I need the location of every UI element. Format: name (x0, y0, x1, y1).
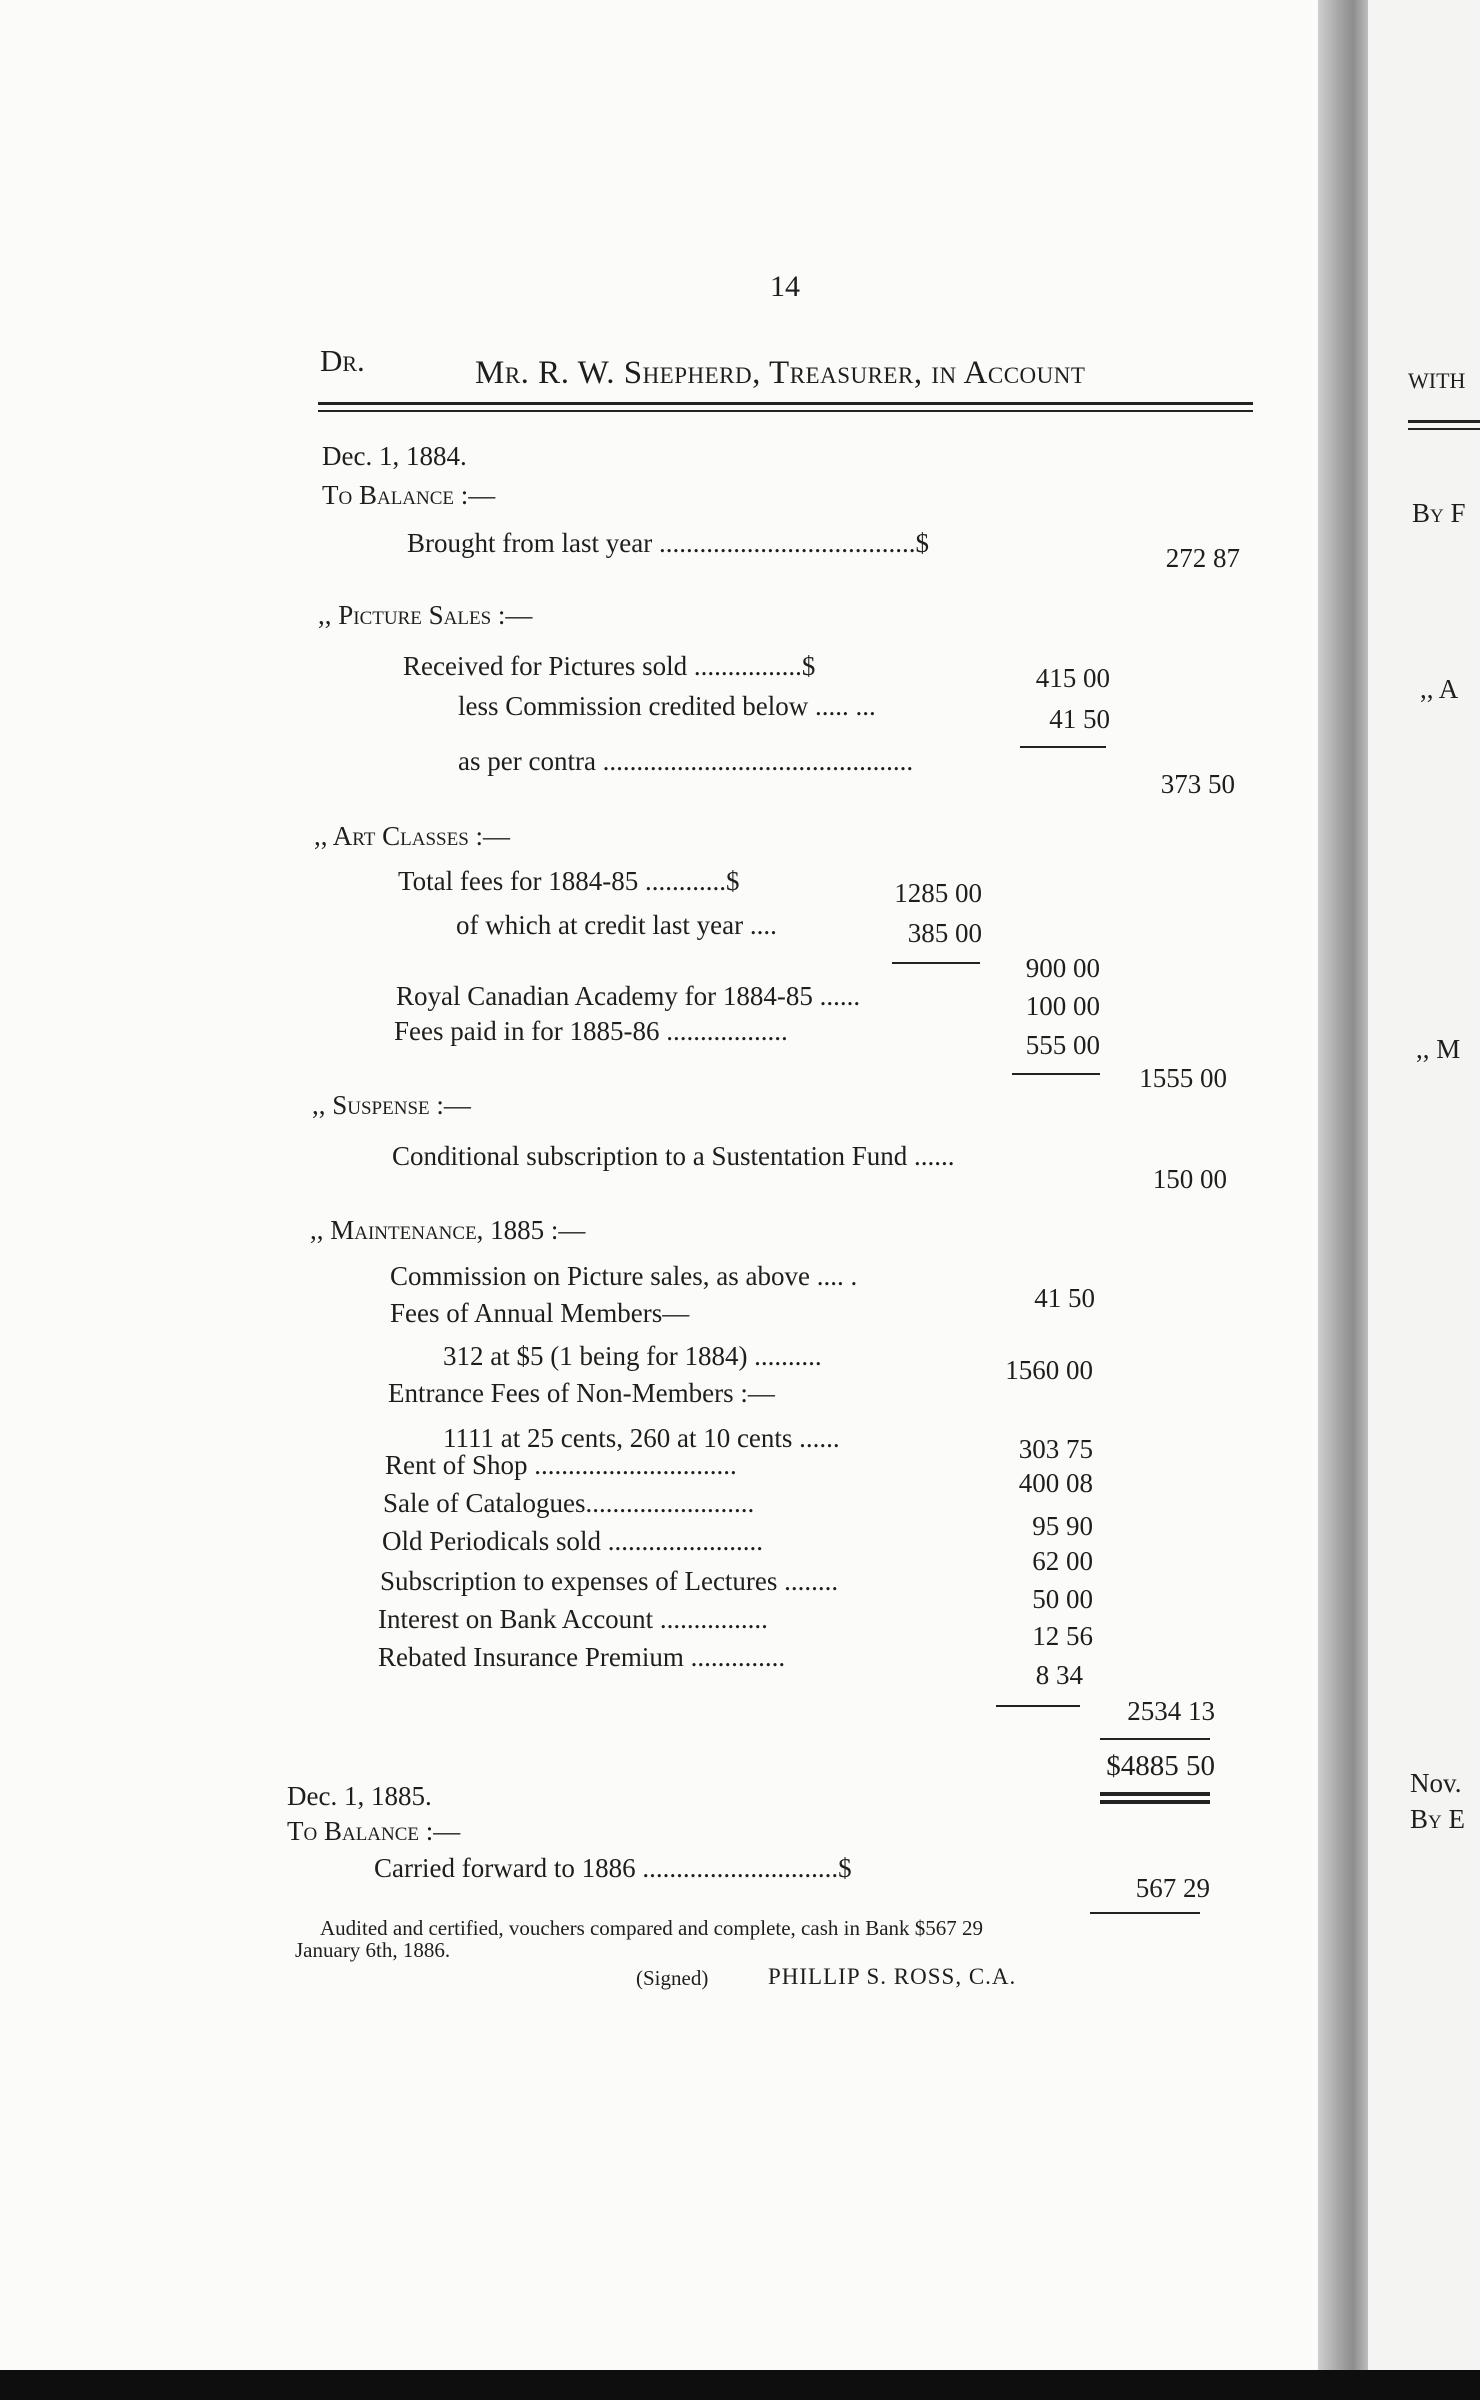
art-rca-label: Royal Canadian Academy for 1884-85 ...... (396, 981, 861, 1011)
art-total-amount: 1285 00 (894, 878, 982, 908)
art-total-rule (1012, 1073, 1100, 1075)
picture-contra-label: as per contra .............................................. (458, 746, 914, 776)
art-classes-heading: ,, Art Classes :— (314, 821, 511, 851)
header-rule-top (318, 402, 1253, 405)
picture-received-label: Received for Pictures sold ................$ (403, 651, 816, 681)
maintenance-item-amount: 62 00 (1032, 1546, 1093, 1576)
opening-heading: To Balance :— (322, 480, 496, 510)
maintenance-item-label: Subscription to expenses of Lectures ........ (380, 1566, 839, 1596)
maintenance-section-total: 2534 13 (1127, 1696, 1215, 1726)
grand-total-rule (1100, 1738, 1210, 1740)
suspense-line-label: Conditional subscription to a Sustentation Fund ...... (392, 1141, 955, 1171)
opening-line-label: Brought from last year ......................................$ (407, 528, 929, 558)
closing-rule (1090, 1912, 1200, 1914)
facing-header: with (1408, 360, 1466, 395)
maintenance-item-amount: 12 56 (1032, 1621, 1093, 1651)
picture-sales-heading: ,, Picture Sales :— (318, 600, 533, 630)
grand-total: $4885 50 (1106, 1750, 1215, 1782)
maintenance-item-label: Old Periodicals sold ....................... (382, 1526, 763, 1556)
maintenance-item-amount: 50 00 (1032, 1584, 1093, 1614)
facing-header-rule-2 (1408, 428, 1480, 430)
maintenance-item-label: Rent of Shop .............................. (385, 1450, 737, 1480)
picture-commission-amount: 41 50 (1049, 704, 1110, 734)
maintenance-item-amount: 1560 00 (1005, 1355, 1093, 1385)
facing-fragment: By E (1410, 1804, 1465, 1834)
header-rule-bottom (318, 410, 1253, 412)
facing-header-rule (1408, 420, 1480, 423)
closing-line-amount: 567 29 (1135, 1873, 1210, 1903)
maintenance-item-amount: 41 50 (1034, 1283, 1095, 1313)
art-net-amount: 900 00 (1025, 953, 1100, 983)
maintenance-item-amount: 95 90 (1032, 1511, 1093, 1541)
grand-total-double-rule-bottom (1100, 1800, 1210, 1804)
grand-total-double-rule-top (1100, 1792, 1210, 1796)
opening-date: Dec. 1, 1884. (322, 441, 467, 471)
account-title: Mr. R. W. Shepherd, Treasurer, in Account (475, 355, 1086, 391)
suspense-line-amount: 150 00 (1152, 1164, 1227, 1194)
audit-note: Audited and certified, vouchers compared and complete, cash in Bank $567 29 (320, 1916, 984, 1940)
maintenance-item-label: 1111 at 25 cents, 260 at 10 cents ...... (443, 1423, 840, 1453)
suspense-heading: ,, Suspense :— (312, 1090, 471, 1120)
facing-fragment: ,, M (1416, 1034, 1461, 1064)
art-credit-amount: 385 00 (907, 918, 982, 948)
art-fees-amount: 555 00 (1025, 1030, 1100, 1060)
auditor-signature: PHILLIP S. ROSS, C.A. (768, 1964, 1017, 1989)
maintenance-item-label: Commission on Picture sales, as above .... . (390, 1261, 858, 1291)
maintenance-item-label: 312 at $5 (1 being for 1884) .......... (443, 1341, 822, 1371)
closing-heading: To Balance :— (287, 1816, 461, 1846)
picture-subtotal-rule (1020, 746, 1106, 748)
art-section-total: 1555 00 (1139, 1063, 1227, 1093)
maintenance-heading: ,, Maintenance, 1885 :— (310, 1215, 586, 1245)
opening-line-amount: 272 87 (1165, 543, 1240, 573)
picture-contra-amount: 373 50 (1160, 769, 1235, 799)
maintenance-item-label: Fees of Annual Members— (390, 1298, 690, 1328)
scan-bottom-edge (0, 2370, 1480, 2400)
picture-commission-label: less Commission credited below ..... ... (458, 691, 876, 721)
debit-label: Dr. (320, 343, 365, 378)
art-total-label: Total fees for 1884-85 ............$ (398, 866, 740, 896)
maintenance-item-label: Sale of Catalogues......................... (383, 1488, 755, 1518)
audit-date: January 6th, 1886. (295, 1938, 451, 1962)
maintenance-item-label: Rebated Insurance Premium .............. (378, 1642, 786, 1672)
facing-fragment: ,, A (1420, 674, 1459, 704)
closing-line-label: Carried forward to 1886 .............................$ (374, 1853, 852, 1883)
art-subtotal-rule (892, 962, 980, 964)
art-fees-label: Fees paid in for 1885-86 .................. (394, 1016, 788, 1046)
page-number: 14 (770, 270, 800, 303)
signed-label: (Signed) (636, 1966, 709, 1990)
closing-date: Dec. 1, 1885. (287, 1781, 432, 1811)
maintenance-total-rule (996, 1705, 1080, 1707)
maintenance-item-label: Entrance Fees of Non-Members :— (388, 1378, 775, 1408)
picture-received-amount: 415 00 (1035, 663, 1110, 693)
maintenance-item-amount: 303 75 (1018, 1434, 1093, 1464)
art-rca-amount: 100 00 (1025, 991, 1100, 1021)
facing-fragment: Nov. (1410, 1768, 1462, 1798)
art-credit-label: of which at credit last year .... (456, 910, 777, 940)
facing-page (1368, 0, 1480, 2400)
maintenance-item-amount: 400 08 (1018, 1468, 1093, 1498)
facing-fragment: By F (1412, 498, 1466, 528)
maintenance-item-label: Interest on Bank Account ................ (378, 1604, 768, 1634)
maintenance-item-amount: 8 34 (1035, 1660, 1083, 1690)
book-gutter (1318, 0, 1368, 2400)
